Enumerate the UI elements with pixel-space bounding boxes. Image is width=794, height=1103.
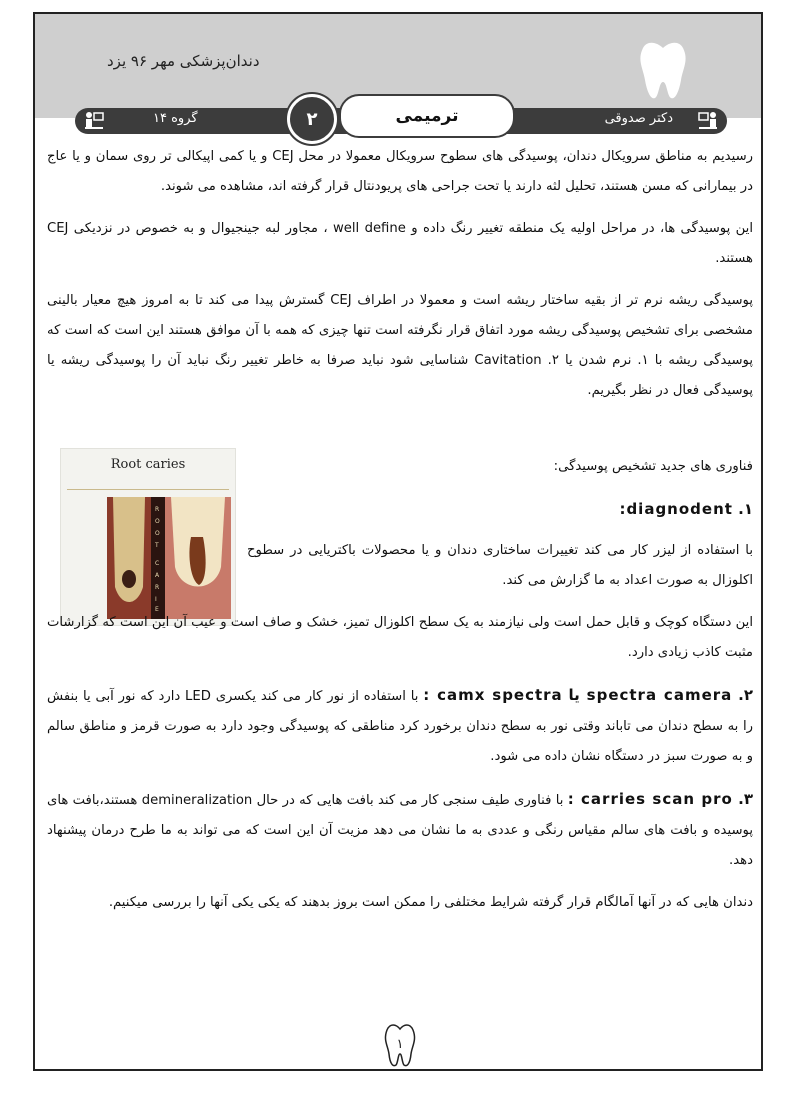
spectra-camera-heading: ۲. spectra camera یا camx spectra : [423, 686, 753, 704]
image-caption: Root caries [110, 457, 186, 472]
spectra-camera-text: با استفاده از نور کار می کند یکسری LED دارد که نور آبی یا بنفش را به سطح دندان می تاباند وقتی نور به سطح دندان برخورد کرد مناطقی که پوسیدگی وجود دارد به صورت قرمز و مناطق سالم و به صورت سبز در دستگاه نشان داده می شود. [47, 689, 753, 764]
page-frame [33, 12, 763, 1071]
page-number: ۱ [396, 1037, 404, 1052]
paragraph-root-caries: پوسیدگی ریشه نرم تر از بقیه ساختار ریشه است و معمولا در اطراف CEJ گسترش پیدا می کند تا به امروز هیچ معیار بالینی مشخصی برای تشخیص پوسیدگی ریشه مورد اتفاق قرار نگرفته است تنها چیزی که همه با آن موافق هستند این است که است که پوسیدگی ریشه با ۱. نرم شدن یا ۲. Cavitation شناسایی شود نباید صرفا به خاطر تغییر رنگ نباید آن را پوسیدگی ریشه یا پوسیدگی فعال در نظر بگیریم. [47, 293, 753, 398]
svg-text:A: A [155, 572, 160, 579]
tooth-logo-icon [635, 38, 691, 102]
svg-text:C: C [155, 560, 160, 567]
group-label: گروه ۱۴ [153, 111, 198, 126]
teacher-icon [697, 111, 719, 131]
svg-text:T: T [155, 542, 159, 549]
paragraph-cervical-caries: رسیدیم به مناطق سرویکال دندان، پوسیدگی های سطوح سرویکال معمولا در محل CEJ و یا کمی اپیکالی تر روی سمان و یا عاج در بیمارانی که مسن هستند، تحلیل لثه دارند یا تحت جراحی های پریودنتال قرار گرفته اند، مشاهده می شوند. [47, 149, 753, 194]
carries-scan-heading: ۳. carries scan pro : [567, 790, 753, 808]
svg-text:O: O [155, 518, 160, 525]
svg-text:E: E [155, 606, 159, 613]
paragraph-device: این دستگاه کوچک و قابل حمل است ولی نیازمند به یک سطح اکلوزال تمیز، خشک و صاف است و عیب آن این است که گزارشات مثبت کاذب زیادی دارد. [47, 615, 753, 660]
diagnodent-heading: ۱. diagnodent: [619, 500, 753, 518]
diagnodent-text: با استفاده از لیزر کار می کند تغییرات ساختاری دندان و یا محصولات باکتریایی در سطوح اکلوزال به صورت اعداد به ما گزارش می کند. [247, 543, 753, 588]
tooth-page-icon [383, 1022, 417, 1068]
course-title: دندان‌پزشکی مهر ۹۶ یزد [107, 52, 260, 70]
carries-scan-text: با فناوری طیف سنجی کار می کند بافت هایی که در حال demineralization هستند،بافت های پوسیده و بافت های سالم مقیاس رنگی و عددی به ما نشان می دهد مزیت آن این است که می تواند به ما طرح درمان پیشنهاد دهد. [47, 793, 753, 868]
subject-title: ترمیمی [339, 94, 515, 138]
doctor-label: دکتر صدوقی [604, 111, 673, 126]
svg-text:R: R [155, 584, 160, 591]
svg-text:R: R [155, 506, 160, 513]
paragraph-amalgam: دندان هایی که در آنها آمالگام قرار گرفته شرایط مختلفی را ممکن است بروز بدهند که یکی یکی آنها را بررسی میکنیم. [108, 895, 753, 910]
svg-text:I: I [155, 596, 157, 603]
tech-heading: فناوری های جدید تشخیص پوسیدگی: [553, 459, 753, 474]
paragraph-early-lesions: این پوسیدگی ها، در مراحل اولیه یک منطقه تغییر رنگ داده و well define ، مجاور لبه جینجیوال و به خصوص در نزدیکی CEJ هستند. [47, 221, 754, 266]
lecture-content [47, 142, 753, 930]
carries-scan-paragraph [47, 784, 753, 876]
svg-text:O: O [155, 530, 160, 537]
spectra-camera-paragraph [47, 680, 753, 772]
teacher-icon [83, 111, 105, 131]
session-number-badge: ۲ [287, 94, 337, 144]
